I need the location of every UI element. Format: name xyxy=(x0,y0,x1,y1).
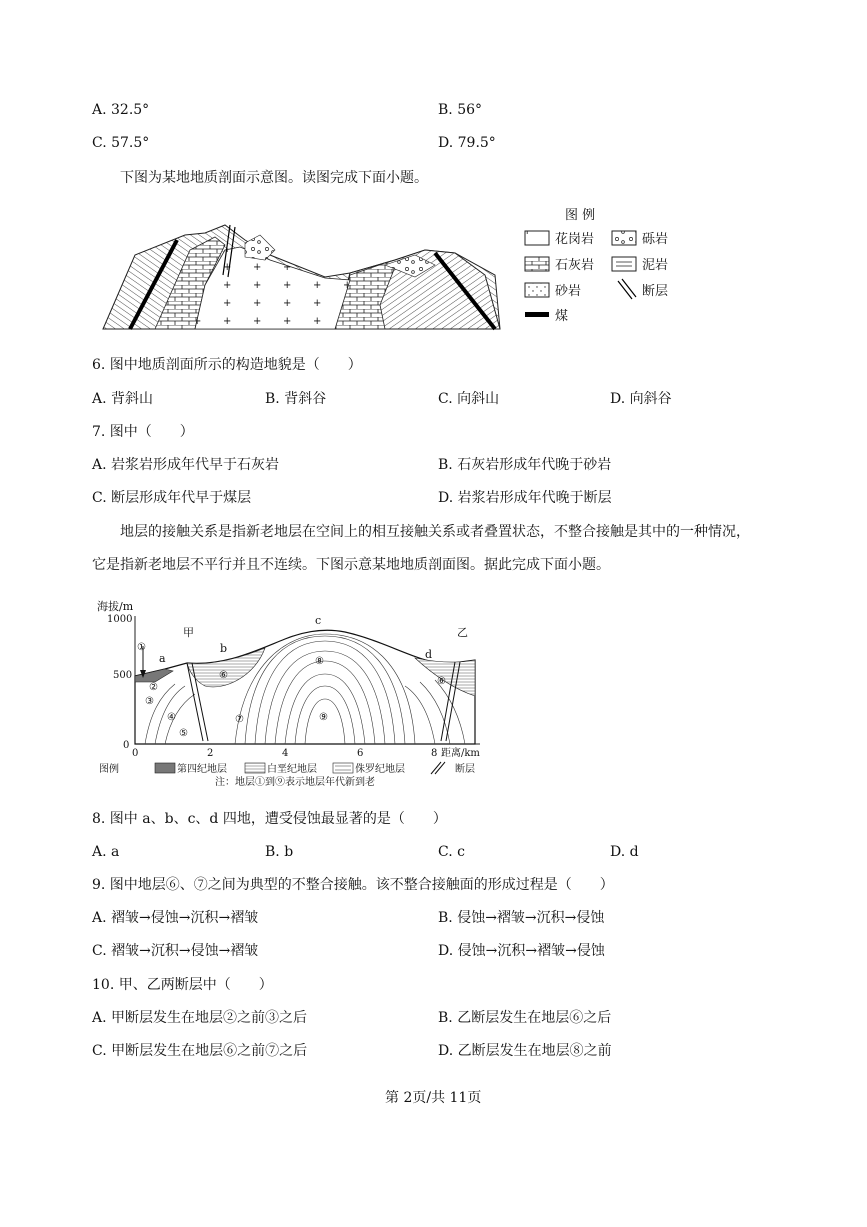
q7-option-c: C. 断层形成年代早于煤层 xyxy=(92,490,252,506)
layer-9-label: ⑨ xyxy=(319,712,328,723)
x-tick-8: 8 xyxy=(431,748,438,759)
legend-jurassic xyxy=(333,762,405,775)
q8-option-b: B. b xyxy=(265,844,294,860)
q7-stem: 7. 图中（ ） xyxy=(92,424,194,440)
site-d-label: d xyxy=(425,648,433,661)
q9-option-b: B. 侵蚀→褶皱→沉积→侵蚀 xyxy=(438,910,605,926)
x-tick-4: 4 xyxy=(282,748,289,759)
legend-mudstone xyxy=(612,257,668,273)
layer-3-label: ③ xyxy=(145,696,154,707)
q5-option-b: B. 56° xyxy=(438,102,483,118)
legend-quaternary xyxy=(155,762,227,775)
q6-stem: 6. 图中地质剖面所示的构造地貌是（ ） xyxy=(92,357,362,373)
q9-option-c: C. 褶皱→沉积→侵蚀→褶皱 xyxy=(92,943,259,959)
layer-6-label-left: ⑥ xyxy=(219,670,228,681)
y-axis-label: 海拔/m xyxy=(97,600,134,613)
legend-label: 图例 xyxy=(99,764,119,775)
q6-option-b: B. 背斜谷 xyxy=(265,391,327,407)
q5-option-d: D. 79.5° xyxy=(438,135,496,151)
legend-granite xyxy=(525,231,594,247)
layer-2-label: ② xyxy=(149,682,158,693)
q7-option-d: D. 岩浆岩形成年代晚于断层 xyxy=(438,490,612,506)
legend-conglomerate xyxy=(612,231,668,247)
y-tick-1000: 1000 xyxy=(107,614,133,625)
q5-option-c: C. 57.5° xyxy=(92,135,150,151)
svg-text:煤: 煤 xyxy=(555,309,569,324)
site-a-label: a xyxy=(159,652,166,665)
geologic-section-figure-2 xyxy=(95,596,495,790)
layer-7-label: ⑦ xyxy=(235,714,244,725)
intro-paragraph-2-line-1: 地层的接触关系是指新老地层在空间上的相互接触关系或者叠置状态，不整合接触是其中的一种情况， xyxy=(120,524,750,540)
q7-option-a: A. 岩浆岩形成年代早于石灰岩 xyxy=(92,457,280,473)
q10-stem: 10. 甲、乙两断层中（ ） xyxy=(92,977,273,993)
q8-option-c: C. c xyxy=(438,844,465,860)
q8-option-d: D. d xyxy=(610,844,639,860)
intro-paragraph-2-line-2: 它是指新老地层不平行并且不连续。下图示意某地地质剖面图。据此完成下面小题。 xyxy=(92,557,610,573)
legend-fault xyxy=(618,279,668,299)
fault-jia-label: 甲 xyxy=(183,626,194,639)
site-c-label: c xyxy=(315,614,322,627)
svg-text:白垩纪地层: 白垩纪地层 xyxy=(267,764,317,775)
svg-text:断层: 断层 xyxy=(642,284,669,299)
layer-1-label: ① xyxy=(137,642,146,653)
y-tick-0: 0 xyxy=(123,740,130,751)
x-axis-label: 距离/km xyxy=(441,748,480,759)
page-footer: 第 2页/共 11页 xyxy=(385,1090,482,1106)
q7-option-b: B. 石灰岩形成年代晚于砂岩 xyxy=(438,457,612,473)
svg-text:花岗岩: 花岗岩 xyxy=(555,232,595,247)
q9-option-d: D. 侵蚀→沉积→褶皱→侵蚀 xyxy=(438,943,605,959)
legend-coal xyxy=(525,308,568,324)
x-tick-2: 2 xyxy=(207,748,214,759)
q10-option-a: A. 甲断层发生在地层②之前③之后 xyxy=(92,1010,308,1026)
legend-limestone xyxy=(525,257,594,273)
q10-option-d: D. 乙断层发生在地层⑧之前 xyxy=(438,1043,612,1059)
fault-yi-label: 乙 xyxy=(457,626,468,639)
legend-cretaceous xyxy=(245,762,317,775)
layer-8-label: ⑧ xyxy=(315,656,324,667)
legend-sandstone xyxy=(525,283,581,299)
q6-option-c: C. 向斜山 xyxy=(438,391,500,407)
q8-option-a: A. a xyxy=(92,844,120,860)
q10-option-b: B. 乙断层发生在地层⑥之后 xyxy=(438,1010,612,1026)
q6-option-a: A. 背斜山 xyxy=(92,391,154,407)
svg-text:砾岩: 砾岩 xyxy=(642,232,669,247)
figure-note: 注：地层①到⑨表示地层年代新到老 xyxy=(215,777,375,786)
y-tick-500: 500 xyxy=(113,670,133,681)
intro-paragraph-1: 下图为某地地质剖面示意图。读图完成下面小题。 xyxy=(120,170,428,186)
layer-6-label-right: ⑥ xyxy=(437,676,446,687)
svg-text:泥岩: 泥岩 xyxy=(642,258,669,273)
q8-stem: 8. 图中 a、b、c、d 四地，遭受侵蚀最显著的是（ ） xyxy=(92,811,447,827)
q5-option-a: A. 32.5° xyxy=(92,102,150,118)
q9-stem: 9. 图中地层⑥、⑦之间为典型的不整合接触。该不整合接触面的形成过程是（ ） xyxy=(92,877,614,893)
q6-option-d: D. 向斜谷 xyxy=(610,391,672,407)
svg-text:石灰岩: 石灰岩 xyxy=(555,258,595,273)
layer-4-label: ④ xyxy=(167,712,176,723)
svg-text:第四纪地层: 第四纪地层 xyxy=(177,764,227,775)
q10-option-c: C. 甲断层发生在地层⑥之前⑦之后 xyxy=(92,1043,308,1059)
x-tick-6: 6 xyxy=(357,748,364,759)
layer-5-label: ⑤ xyxy=(179,728,188,739)
geologic-section-figure-1 xyxy=(95,205,685,339)
legend-fault-2 xyxy=(431,762,475,775)
svg-text:侏罗纪地层: 侏罗纪地层 xyxy=(355,764,405,775)
x-tick-0: 0 xyxy=(132,748,139,759)
site-b-label: b xyxy=(220,642,228,655)
q9-option-a: A. 褶皱→侵蚀→沉积→褶皱 xyxy=(92,910,259,926)
svg-text:断层: 断层 xyxy=(455,764,475,775)
legend-title: 图 例 xyxy=(565,208,596,223)
svg-text:砂岩: 砂岩 xyxy=(555,284,582,299)
